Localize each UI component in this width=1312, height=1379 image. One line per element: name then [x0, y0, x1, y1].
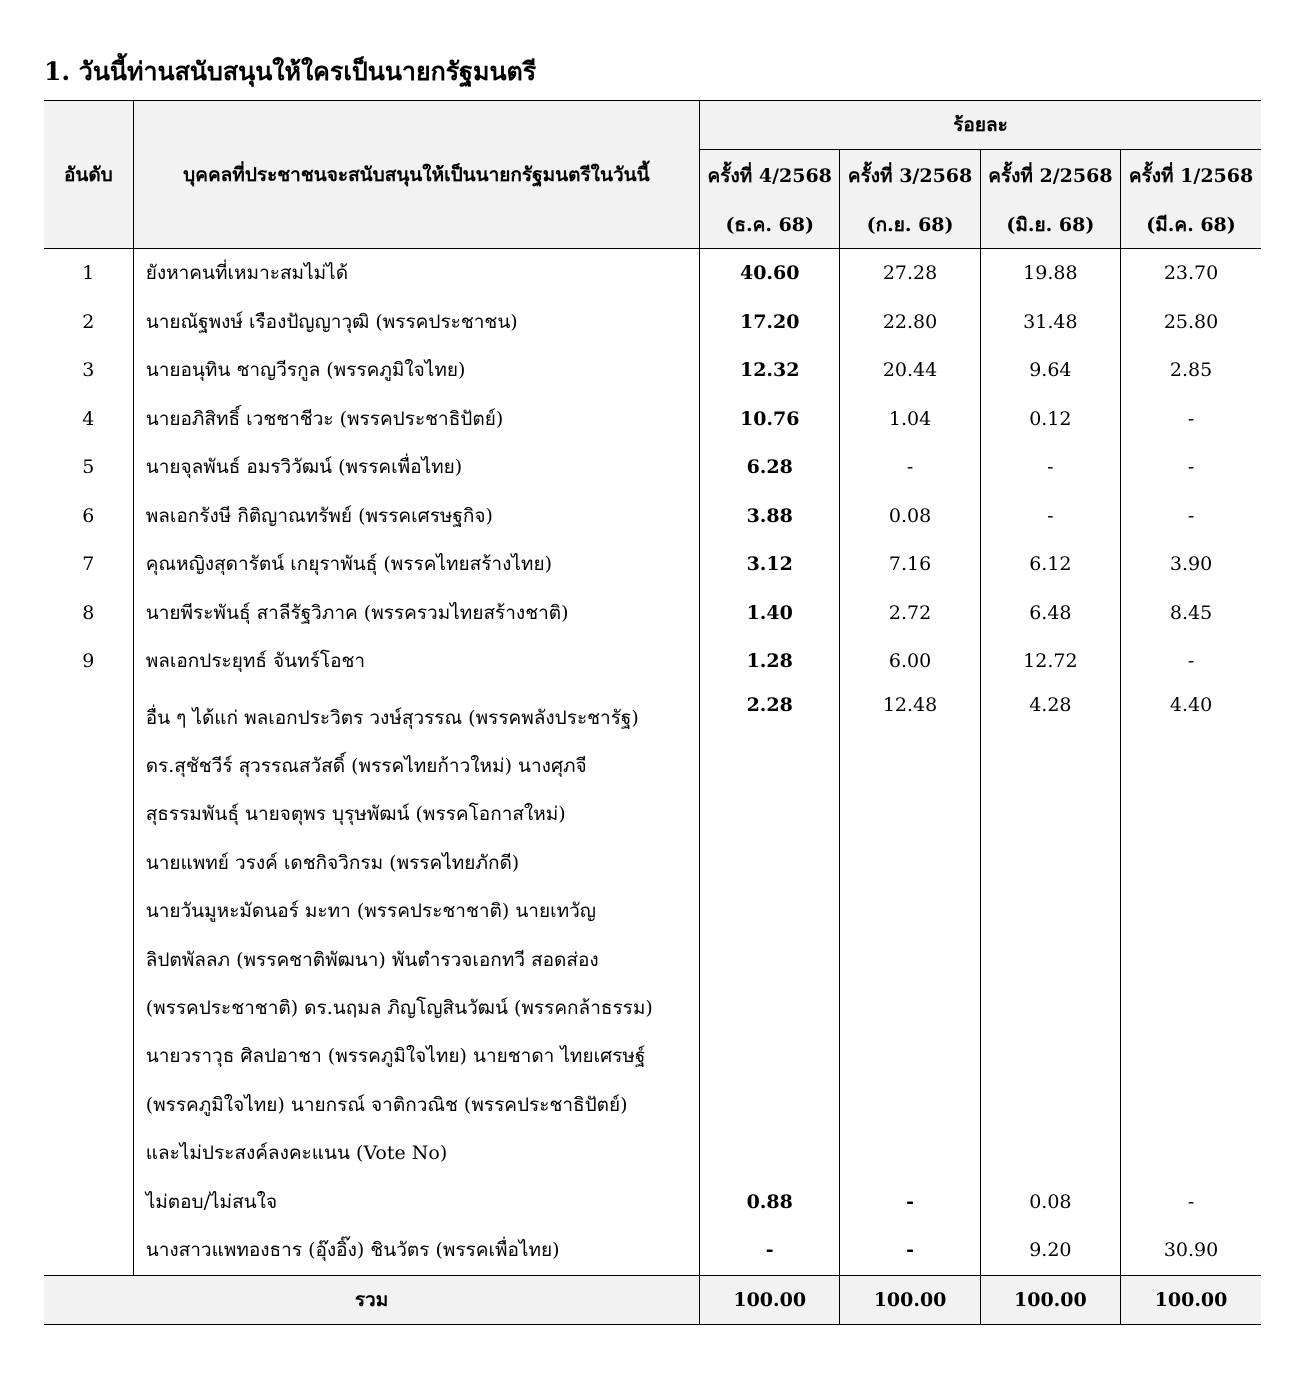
- value-cell: 0.88: [700, 1178, 840, 1227]
- value-cell: 10.76: [700, 395, 840, 444]
- table-row: [44, 540, 1261, 589]
- value-cell: 2.28: [700, 686, 840, 1178]
- total-value: 100.00: [840, 1275, 980, 1324]
- value-cell: -: [1187, 407, 1195, 430]
- value-cell: 23.70: [1163, 262, 1219, 285]
- others-line: (พรรคภูมิใจไทย) นายกรณ์ จาติกวณิช (พรรคประชาธิปัตย์): [145, 1093, 628, 1116]
- wave-4-label: ครั้งที่ 4/2568: [700, 150, 840, 203]
- rank-cell: 1: [44, 249, 133, 298]
- rank-cell: 6: [44, 492, 133, 541]
- rank-cell: [44, 1226, 133, 1275]
- value-cell: -: [840, 1226, 980, 1275]
- value-cell: 22.80: [840, 298, 980, 347]
- table-row: [44, 492, 1261, 541]
- table-row: [44, 249, 1261, 298]
- value-cell: 4.40: [1169, 693, 1213, 716]
- value-cell: 9.20: [980, 1226, 1120, 1275]
- person-cell: นางสาวแพทองธาร (อุ๊งอิ๊ง) ชินวัตร (พรรคเพื่อไทย): [133, 1226, 699, 1275]
- value-cell: 1.40: [700, 589, 840, 638]
- value-cell: 6.28: [700, 443, 840, 492]
- rank-column-header: อันดับ: [44, 101, 133, 249]
- value-cell: -: [1187, 650, 1195, 673]
- others-line: ดร.สุชัชวีร์ สุวรรณสวัสดิ์ (พรรคไทยก้าวใหม่) นางศุภจี: [145, 754, 587, 777]
- value-cell: 19.88: [980, 249, 1120, 298]
- rank-cell: 2: [44, 298, 133, 347]
- value-cell: 2.85: [1169, 359, 1213, 382]
- others-person-cell: [133, 686, 699, 1178]
- table-row: [44, 589, 1261, 638]
- value-cell: -: [980, 443, 1120, 492]
- value-cell: 30.90: [1163, 1239, 1219, 1262]
- value-cell: 0.08: [840, 492, 980, 541]
- rank-cell: 8: [44, 589, 133, 638]
- total-row: [44, 1275, 1261, 1324]
- value-cell: 12.32: [700, 346, 840, 395]
- person-cell: นายจุลพันธ์ อมรวิวัฒน์ (พรรคเพื่อไทย): [133, 443, 699, 492]
- value-cell: -: [700, 1226, 840, 1275]
- person-cell: พลเอกรังษี กิติญาณทรัพย์ (พรรคเศรษฐกิจ): [133, 492, 699, 541]
- value-cell: 12.48: [840, 686, 980, 1178]
- value-cell: 12.72: [980, 637, 1120, 686]
- others-line: ลิปตพัลลภ (พรรคชาติพัฒนา) พันตำรวจเอกทวี สอดส่อง: [145, 948, 599, 971]
- rank-cell: 3: [44, 346, 133, 395]
- wave-3-label: ครั้งที่ 3/2568: [840, 150, 980, 203]
- wave-4-period: (ธ.ค. 68): [700, 202, 840, 249]
- value-cell: 20.44: [840, 346, 980, 395]
- value-cell: 0.08: [980, 1178, 1120, 1227]
- total-value: 100.00: [1121, 1275, 1261, 1324]
- value-cell: 4.28: [980, 686, 1120, 1178]
- wave-1-period: (มี.ค. 68): [1121, 202, 1261, 249]
- value-cell: 3.88: [700, 492, 840, 541]
- total-label: รวม: [44, 1275, 700, 1324]
- value-cell: 1.28: [700, 637, 840, 686]
- others-line: นายแพทย์ วรงค์ เดชกิจวิกรม (พรรคไทยภักดี): [145, 851, 520, 874]
- value-cell: 3.90: [1169, 553, 1213, 576]
- wave-2-label: ครั้งที่ 2/2568: [980, 150, 1120, 203]
- value-cell: -: [1187, 456, 1195, 479]
- rank-cell: 5: [44, 443, 133, 492]
- person-cell: ยังหาคนที่เหมาะสมไม่ได้: [133, 249, 699, 298]
- poll-results-table: [44, 100, 1261, 1325]
- others-line: นายวันมูหะมัดนอร์ มะทา (พรรคประชาชาติ) นายเทวัญ: [145, 900, 596, 923]
- table-row: [44, 395, 1261, 444]
- rank-cell: 4: [44, 395, 133, 444]
- value-cell: 7.16: [840, 540, 980, 589]
- value-cell: 2.72: [840, 589, 980, 638]
- value-cell: 27.28: [840, 249, 980, 298]
- value-cell: 17.20: [700, 298, 840, 347]
- table-row: [44, 346, 1261, 395]
- total-value: 100.00: [980, 1275, 1120, 1324]
- rank-cell: 9: [44, 637, 133, 686]
- value-cell: 9.64: [980, 346, 1120, 395]
- others-row: [44, 686, 1261, 1178]
- others-line: อื่น ๆ ได้แก่ พลเอกประวิตร วงษ์สุวรรณ (พรรคพลังประชารัฐ): [145, 706, 639, 729]
- value-cell: -: [1187, 504, 1195, 527]
- rank-cell: [44, 1178, 133, 1227]
- rank-cell: [44, 686, 133, 1178]
- value-cell: -: [980, 492, 1120, 541]
- total-value: 100.00: [700, 1275, 840, 1324]
- person-cell: นายอภิสิทธิ์ เวชชาชีวะ (พรรคประชาธิปัตย์): [133, 395, 699, 444]
- table-row: [44, 443, 1261, 492]
- wave-2-period: (มิ.ย. 68): [980, 202, 1120, 249]
- person-cell: นายอนุทิน ชาญวีรกูล (พรรคภูมิใจไทย): [133, 346, 699, 395]
- value-cell: 0.12: [980, 395, 1120, 444]
- value-cell: 25.80: [1163, 310, 1219, 333]
- person-column-header: บุคคลที่ประชาชนจะสนับสนุนให้เป็นนายกรัฐมนตรีในวันนี้: [133, 101, 699, 249]
- others-line: (พรรคประชาชาติ) ดร.นฤมล ภิญโญสินวัฒน์ (พรรคกล้าธรรม): [145, 996, 653, 1019]
- value-cell: 1.04: [840, 395, 980, 444]
- value-cell: 6.12: [980, 540, 1120, 589]
- person-cell: ไม่ตอบ/ไม่สนใจ: [133, 1178, 699, 1227]
- others-line: นายวราวุธ ศิลปอาชา (พรรคภูมิใจไทย) นายชาดา ไทยเศรษฐ์: [145, 1045, 646, 1068]
- page-title: 1. วันนี้ท่านสนับสนุนให้ใครเป็นนายกรัฐมนตรี: [44, 57, 537, 86]
- percent-group-header: ร้อยละ: [700, 101, 1261, 150]
- person-cell: นายพีระพันธุ์ สาลีรัฐวิภาค (พรรครวมไทยสร้างชาติ): [133, 589, 699, 638]
- others-line: สุธรรมพันธุ์ นายจตุพร บุรุษพัฒน์ (พรรคโอกาสใหม่): [145, 803, 566, 826]
- value-cell: -: [840, 1178, 980, 1227]
- value-cell: 6.48: [980, 589, 1120, 638]
- value-cell: 40.60: [700, 249, 840, 298]
- table-row: [44, 298, 1261, 347]
- value-cell: 8.45: [1169, 601, 1213, 624]
- others-line: และไม่ประสงค์ลงคะแนน (Vote No): [145, 1142, 448, 1165]
- table-row: [44, 637, 1261, 686]
- value-cell: 31.48: [980, 298, 1120, 347]
- value-cell: 3.12: [700, 540, 840, 589]
- person-cell: คุณหญิงสุดารัตน์ เกยุราพันธุ์ (พรรคไทยสร้างไทย): [133, 540, 699, 589]
- wave-1-label: ครั้งที่ 1/2568: [1121, 150, 1261, 203]
- wave-3-period: (ก.ย. 68): [840, 202, 980, 249]
- person-cell: นายณัฐพงษ์ เรืองปัญญาวุฒิ (พรรคประชาชน): [133, 298, 699, 347]
- no-answer-row: [44, 1178, 1261, 1227]
- rank-cell: 7: [44, 540, 133, 589]
- value-cell: 6.00: [840, 637, 980, 686]
- paetongtarn-row: [44, 1226, 1261, 1275]
- value-cell: -: [1187, 1190, 1195, 1213]
- person-cell: พลเอกประยุทธ์ จันทร์โอชา: [133, 637, 699, 686]
- value-cell: -: [840, 443, 980, 492]
